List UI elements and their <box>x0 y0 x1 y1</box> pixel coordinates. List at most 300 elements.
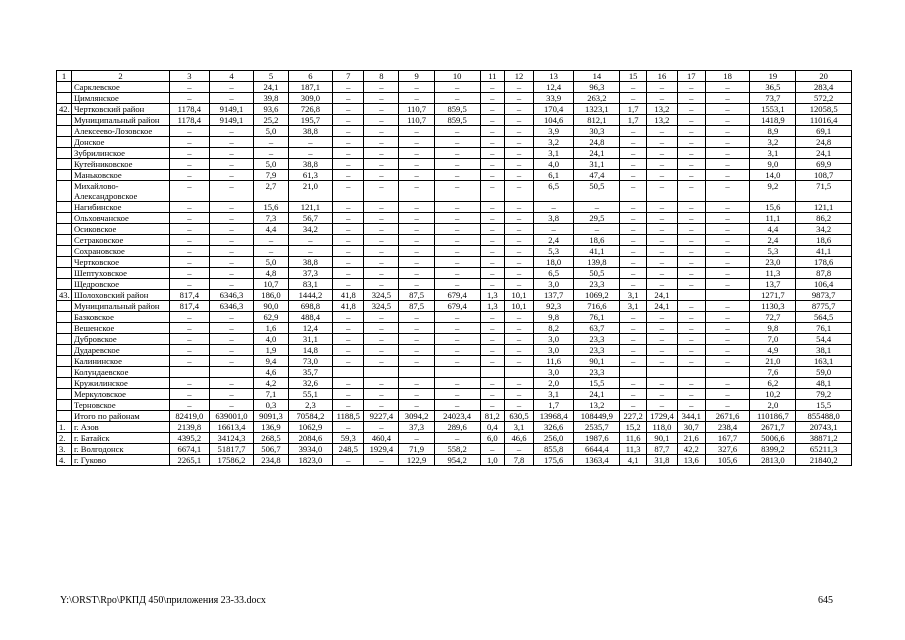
table-cell: – <box>288 235 333 246</box>
table-cell: 327,6 <box>705 444 750 455</box>
table-cell: – <box>705 323 750 334</box>
table-cell: 8,9 <box>750 126 796 137</box>
column-header: 5 <box>254 71 288 82</box>
table-cell: 86,2 <box>796 213 852 224</box>
table-cell: 72,7 <box>750 312 796 323</box>
table-cell: – <box>399 213 434 224</box>
page-number: 645 <box>818 595 833 606</box>
table-cell: – <box>505 170 534 181</box>
table-cell <box>646 367 677 378</box>
table-cell: – <box>677 137 705 148</box>
table-cell: – <box>705 115 750 126</box>
table-cell: – <box>620 235 647 246</box>
table-cell: 16613,4 <box>209 422 254 433</box>
row-name: Итого по районам <box>71 411 169 422</box>
table-cell: – <box>399 323 434 334</box>
table-cell: 76,1 <box>796 323 852 334</box>
footer-file-path: Y:\ORST\Rpo\РКПД 450\приложения 23-33.docx <box>60 595 266 606</box>
table-cell: 108449,9 <box>574 411 620 422</box>
table-cell: 1553,1 <box>750 104 796 115</box>
table-cell: 34124,3 <box>209 433 254 444</box>
row-name: Муниципальный район <box>71 301 169 312</box>
table-row <box>57 246 852 257</box>
table-cell: 21,6 <box>677 433 705 444</box>
table-cell: 21,0 <box>750 356 796 367</box>
table-cell: 167,7 <box>705 433 750 444</box>
row-name: Маньковское <box>71 170 169 181</box>
row-name: Шептуховское <box>71 268 169 279</box>
table-cell: – <box>480 235 505 246</box>
table-cell: – <box>364 323 399 334</box>
table-cell: – <box>646 268 677 279</box>
table-cell: 812,1 <box>574 115 620 126</box>
table-cell: – <box>434 400 480 411</box>
table-cell: – <box>364 378 399 389</box>
table-cell: 4395,2 <box>170 433 209 444</box>
table-cell: 15,5 <box>574 378 620 389</box>
table-cell: – <box>480 268 505 279</box>
table-cell: 20743,1 <box>796 422 852 433</box>
row-number <box>57 312 72 323</box>
table-cell: 46,6 <box>505 433 534 444</box>
row-name: Меркуловское <box>71 389 169 400</box>
row-name: Дударевское <box>71 345 169 356</box>
table-row <box>57 115 852 126</box>
table-cell: 34,2 <box>796 224 852 235</box>
table-cell: 3934,0 <box>288 444 333 455</box>
table-cell: 6,2 <box>750 378 796 389</box>
table-cell: – <box>646 356 677 367</box>
table-cell: – <box>364 202 399 213</box>
table-cell: 38,8 <box>288 257 333 268</box>
column-header: 4 <box>209 71 254 82</box>
table-cell: – <box>254 246 288 257</box>
table-cell: – <box>646 137 677 148</box>
table-cell: – <box>364 224 399 235</box>
table-cell: – <box>209 356 254 367</box>
table-cell: – <box>646 279 677 290</box>
table-cell: 11016,4 <box>796 115 852 126</box>
table-cell: – <box>705 202 750 213</box>
table-cell: – <box>434 345 480 356</box>
table-cell: – <box>333 279 364 290</box>
table-cell: – <box>705 268 750 279</box>
table-cell: – <box>170 137 209 148</box>
row-name: Вешенское <box>71 323 169 334</box>
table-cell: 7,8 <box>505 455 534 466</box>
table-cell: 3,1 <box>750 148 796 159</box>
table-cell: – <box>620 170 647 181</box>
table-cell: – <box>170 323 209 334</box>
table-cell: – <box>434 389 480 400</box>
table-cell: 1987,6 <box>574 433 620 444</box>
table-cell: – <box>705 389 750 400</box>
table-cell: 178,6 <box>796 257 852 268</box>
table-cell: 108,7 <box>796 170 852 181</box>
table-cell: – <box>480 93 505 104</box>
table-cell: 3,1 <box>620 290 647 301</box>
table-cell: – <box>434 82 480 93</box>
table-row <box>57 345 852 356</box>
table-cell: – <box>505 93 534 104</box>
table-cell: 3,0 <box>533 279 574 290</box>
table-cell: 59,3 <box>333 433 364 444</box>
table-cell: 42,2 <box>677 444 705 455</box>
table-cell: – <box>620 159 647 170</box>
table-cell: – <box>533 224 574 235</box>
table-cell: – <box>170 82 209 93</box>
table-cell: 4,8 <box>254 268 288 279</box>
table-cell: 3,9 <box>533 126 574 137</box>
table-cell: 855488,0 <box>796 411 852 422</box>
table-cell: 23,3 <box>574 334 620 345</box>
table-cell: – <box>170 378 209 389</box>
row-name: Щедровское <box>71 279 169 290</box>
table-cell: – <box>677 159 705 170</box>
table-cell: – <box>705 235 750 246</box>
table-cell: – <box>677 312 705 323</box>
table-cell: 817,4 <box>170 290 209 301</box>
table-cell: – <box>646 345 677 356</box>
table-cell: 17586,2 <box>209 455 254 466</box>
table-cell: – <box>333 389 364 400</box>
table-cell: 3,1 <box>533 389 574 400</box>
table-cell: – <box>209 378 254 389</box>
table-cell: – <box>364 422 399 433</box>
table-cell: – <box>620 400 647 411</box>
table-cell: – <box>209 137 254 148</box>
table-cell: – <box>364 104 399 115</box>
table-cell: 1363,4 <box>574 455 620 466</box>
column-header: 10 <box>434 71 480 82</box>
table-cell: 50,5 <box>574 181 620 202</box>
table-cell: 8399,2 <box>750 444 796 455</box>
table-cell: 71,5 <box>796 181 852 202</box>
table-cell: – <box>364 115 399 126</box>
table-cell: – <box>705 181 750 202</box>
table-row <box>57 444 852 455</box>
table-cell: – <box>646 312 677 323</box>
table-cell: – <box>480 257 505 268</box>
table-cell: 14,0 <box>750 170 796 181</box>
table-cell: 63,7 <box>574 323 620 334</box>
table-cell: – <box>480 82 505 93</box>
table-cell: 1729,4 <box>646 411 677 422</box>
table-cell: – <box>399 246 434 257</box>
table-cell: 1062,9 <box>288 422 333 433</box>
table-cell: – <box>705 345 750 356</box>
row-number <box>57 82 72 93</box>
table-cell: 2,0 <box>533 378 574 389</box>
row-number <box>57 345 72 356</box>
table-cell: 38,8 <box>288 159 333 170</box>
table-cell: – <box>480 170 505 181</box>
table-cell: – <box>646 235 677 246</box>
table-cell: – <box>333 400 364 411</box>
table-cell <box>364 367 399 378</box>
table-cell: – <box>170 181 209 202</box>
table-cell: – <box>364 400 399 411</box>
table-cell: 31,1 <box>288 334 333 345</box>
table-cell: – <box>677 224 705 235</box>
table-cell: – <box>677 126 705 137</box>
table-cell: – <box>480 279 505 290</box>
table-cell: 93,6 <box>254 104 288 115</box>
table-cell: – <box>677 93 705 104</box>
table-cell: – <box>505 323 534 334</box>
table-cell: 9,2 <box>750 181 796 202</box>
table-cell: 6,5 <box>533 181 574 202</box>
table-cell: – <box>434 323 480 334</box>
table-cell: 256,0 <box>533 433 574 444</box>
table-cell: – <box>434 246 480 257</box>
table-cell: – <box>209 202 254 213</box>
table-cell: 38,1 <box>796 345 852 356</box>
table-cell: – <box>677 257 705 268</box>
table-cell: 639001,0 <box>209 411 254 422</box>
table-cell: – <box>333 312 364 323</box>
table-cell: 558,2 <box>434 444 480 455</box>
table-cell: – <box>209 213 254 224</box>
table-cell: 2,4 <box>533 235 574 246</box>
table-cell: 11,6 <box>620 433 647 444</box>
table-cell: 3094,2 <box>399 411 434 422</box>
table-cell: 855,8 <box>533 444 574 455</box>
table-cell <box>705 290 750 301</box>
table-cell: – <box>620 126 647 137</box>
table-cell: – <box>364 213 399 224</box>
table-cell: 51817,7 <box>209 444 254 455</box>
table-cell: – <box>480 345 505 356</box>
table-cell: 1188,5 <box>333 411 364 422</box>
table-cell: 41,8 <box>333 301 364 312</box>
table-cell: – <box>399 235 434 246</box>
table-cell: – <box>677 345 705 356</box>
table-cell: 87,8 <box>796 268 852 279</box>
table-cell: – <box>677 400 705 411</box>
table-cell: – <box>480 115 505 126</box>
table-cell: – <box>480 104 505 115</box>
row-name: Цимлянское <box>71 93 169 104</box>
table-cell: – <box>677 268 705 279</box>
table-cell: 13,2 <box>574 400 620 411</box>
table-cell: 87,5 <box>399 301 434 312</box>
table-cell: – <box>505 137 534 148</box>
table-cell: – <box>364 159 399 170</box>
row-number: 1. <box>57 422 72 433</box>
table-cell: 83,1 <box>288 279 333 290</box>
table-cell: 14,8 <box>288 345 333 356</box>
table-cell: – <box>646 323 677 334</box>
table-cell: – <box>705 378 750 389</box>
table-cell: – <box>399 170 434 181</box>
table-cell: – <box>170 334 209 345</box>
table-cell: 11,6 <box>533 356 574 367</box>
row-number <box>57 93 72 104</box>
table-cell: – <box>434 279 480 290</box>
table-cell: – <box>364 312 399 323</box>
table-cell: 18,0 <box>533 257 574 268</box>
table-cell: 139,8 <box>574 257 620 268</box>
table-cell: – <box>209 257 254 268</box>
table-cell: – <box>333 181 364 202</box>
table-cell: – <box>434 257 480 268</box>
table-cell: 564,5 <box>796 312 852 323</box>
row-name: Чертковское <box>71 257 169 268</box>
table-cell: – <box>574 224 620 235</box>
row-name: Терновское <box>71 400 169 411</box>
table-cell: 73,0 <box>288 356 333 367</box>
column-header: 8 <box>364 71 399 82</box>
table-cell: – <box>620 213 647 224</box>
table-cell: – <box>620 356 647 367</box>
table-cell: – <box>620 202 647 213</box>
table-cell: 31,8 <box>646 455 677 466</box>
table-cell: 41,1 <box>574 246 620 257</box>
table-cell: – <box>364 455 399 466</box>
table-cell: 7,3 <box>254 213 288 224</box>
table-cell: – <box>705 213 750 224</box>
table-cell: 2265,1 <box>170 455 209 466</box>
table-cell: 726,8 <box>288 104 333 115</box>
table-cell: – <box>209 235 254 246</box>
table-cell: – <box>333 224 364 235</box>
table-cell: 59,0 <box>796 367 852 378</box>
table-cell: 859,5 <box>434 115 480 126</box>
table-cell: 2671,6 <box>705 411 750 422</box>
table-cell: – <box>677 323 705 334</box>
table-cell: – <box>170 126 209 137</box>
table-cell: 4,0 <box>533 159 574 170</box>
table-cell: – <box>333 334 364 345</box>
row-name: Сарклевское <box>71 82 169 93</box>
column-header: 6 <box>288 71 333 82</box>
table-cell: 344,1 <box>677 411 705 422</box>
table-cell: 4,1 <box>620 455 647 466</box>
row-number <box>57 268 72 279</box>
table-cell: 25,2 <box>254 115 288 126</box>
table-cell: – <box>364 345 399 356</box>
table-cell: 90,1 <box>574 356 620 367</box>
table-cell: 954,2 <box>434 455 480 466</box>
table-cell: – <box>505 148 534 159</box>
row-name: г. Гуково <box>71 455 169 466</box>
table-cell: 5,0 <box>254 257 288 268</box>
table-row <box>57 224 852 235</box>
table-cell <box>705 367 750 378</box>
column-header: 20 <box>796 71 852 82</box>
table-cell: 12,4 <box>533 82 574 93</box>
table-row <box>57 389 852 400</box>
table-cell: 2139,8 <box>170 422 209 433</box>
table-cell: – <box>254 148 288 159</box>
table-cell: – <box>480 389 505 400</box>
table-cell: – <box>399 389 434 400</box>
table-cell: – <box>434 213 480 224</box>
table-cell: – <box>434 170 480 181</box>
table-cell: – <box>364 246 399 257</box>
table-cell: – <box>705 137 750 148</box>
table-cell: 4,2 <box>254 378 288 389</box>
table-cell <box>620 367 647 378</box>
table-row <box>57 411 852 422</box>
table-cell: 33,9 <box>533 93 574 104</box>
table-cell: – <box>705 148 750 159</box>
table-cell: 238,4 <box>705 422 750 433</box>
table-cell: – <box>677 148 705 159</box>
table-cell: 1,3 <box>480 301 505 312</box>
table-row <box>57 104 852 115</box>
table-cell: – <box>434 202 480 213</box>
table-cell: 24,1 <box>796 148 852 159</box>
table-cell: 30,3 <box>574 126 620 137</box>
table-row <box>57 126 852 137</box>
table-cell: – <box>434 268 480 279</box>
table-cell: 1,3 <box>480 290 505 301</box>
table-cell: 10,2 <box>750 389 796 400</box>
table-cell: 38,8 <box>288 126 333 137</box>
table-cell: – <box>399 181 434 202</box>
row-name: Сетраковское <box>71 235 169 246</box>
table-cell <box>399 367 434 378</box>
table-row <box>57 400 852 411</box>
table-cell: 87,5 <box>399 290 434 301</box>
table-cell: 4,6 <box>254 367 288 378</box>
table-cell: 698,8 <box>288 301 333 312</box>
table-cell: – <box>209 126 254 137</box>
table-row <box>57 323 852 334</box>
table-cell: 9227,4 <box>364 411 399 422</box>
table-cell: – <box>646 246 677 257</box>
table-cell: – <box>399 312 434 323</box>
table-cell: – <box>209 279 254 290</box>
table-cell: 23,0 <box>750 257 796 268</box>
table-cell: – <box>364 257 399 268</box>
table-cell: 24,1 <box>574 389 620 400</box>
table-row <box>57 312 852 323</box>
table-cell: – <box>364 170 399 181</box>
table-cell: 630,5 <box>505 411 534 422</box>
table-cell: – <box>620 312 647 323</box>
table-cell: 488,4 <box>288 312 333 323</box>
table-cell: 6346,3 <box>209 301 254 312</box>
table-row <box>57 422 852 433</box>
table-cell: – <box>399 224 434 235</box>
table-cell: – <box>364 93 399 104</box>
column-header: 15 <box>620 71 647 82</box>
table-cell: – <box>399 400 434 411</box>
table-cell: 122,9 <box>399 455 434 466</box>
table-cell: – <box>170 202 209 213</box>
row-number <box>57 159 72 170</box>
table-cell: – <box>254 235 288 246</box>
table-cell: – <box>620 257 647 268</box>
table-cell: – <box>505 82 534 93</box>
table-cell: 62,9 <box>254 312 288 323</box>
table-row <box>57 433 852 444</box>
table-cell: – <box>646 93 677 104</box>
table-cell: 5,0 <box>254 159 288 170</box>
table-cell: 21,0 <box>288 181 333 202</box>
table-cell: 0,4 <box>480 422 505 433</box>
table-cell: 9,0 <box>750 159 796 170</box>
table-cell: 13,2 <box>646 115 677 126</box>
table-cell: – <box>364 148 399 159</box>
table-cell: – <box>170 389 209 400</box>
row-name: Шолоховский район <box>71 290 169 301</box>
table-cell: – <box>170 400 209 411</box>
table-cell: 572,2 <box>796 93 852 104</box>
